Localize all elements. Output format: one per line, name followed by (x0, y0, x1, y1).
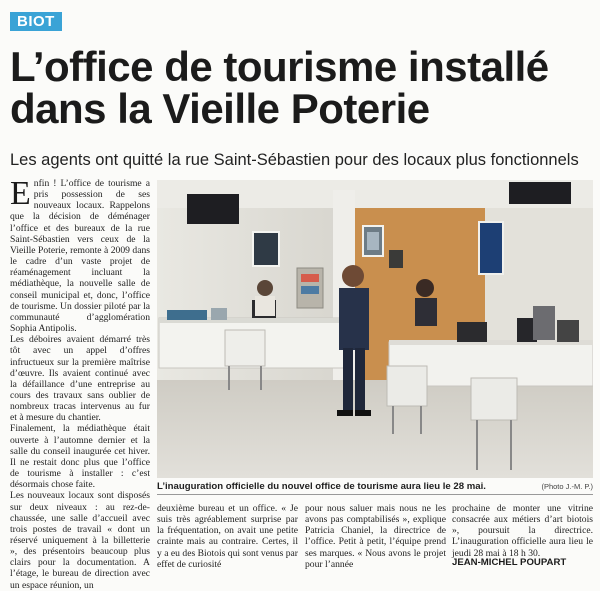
section-tag: BIOT (10, 12, 62, 31)
paragraph-1-text: nfin ! L’office de tourisme a pris possession de ses nouveaux locaux. Rappelons que la décision de déménager l’office et des bureaux de la rue Saint-Sébastien vers ceux de la Vieille Poterie, remonte à 2009 dans le cadre d’un vaste projet de réaménagement incluant la médiathèque, la nouvelle salle de conseil municipal et, donc, l’office de tourisme. Un dossier piloté par la communauté d’agglomération Sophia Antipolis. (10, 178, 150, 335)
byline: JEAN-MICHEL POUPART (452, 557, 567, 568)
photo-credit: (Photo J.-M. P.) (541, 482, 593, 491)
article-photo (157, 180, 593, 478)
article-paragraph-2: Les déboires avaient démarré très tôt avec un appel d’offres infructueux sur la première maîtrise d’œuvre. Ils avaient continué avec la défaillance d’une entreprise au cours des travaux sans oublier de nombreux tracas intervenus au fur et à mesure du chantier. (10, 334, 150, 424)
article-paragraph-4: Les nouveaux locaux sont disposés sur deux niveaux : au rez-de-chaussée, une salle d’accueil avec trois postes de travail « dont un réservé uniquement à la billetterie », des présentoirs beaucoup plus clairs pour la documentation. A l’étage, le bureau de direction avec un espace réunion, un (10, 490, 150, 591)
headline-line-2: dans la Vieille Poterie (10, 85, 430, 132)
office-interior-illustration (157, 180, 593, 478)
deck-subtitle: Les agents ont quitté la rue Saint-Sébastien pour des locaux plus fonctionnels (10, 151, 579, 169)
article-column-2: deuxième bureau et un office. « Je suis très agréablement surprise par la fréquentation, on avait une petite crainte mais au contraire. Certes, il y a eu des Biotois qui sont venus par effet de curiosité (157, 503, 298, 570)
photo-caption: L’inauguration officielle du nouvel office de tourisme aura lieu le 28 mai. (157, 481, 486, 492)
caption-divider (157, 494, 593, 495)
dropcap: E (10, 175, 31, 212)
headline-line-1: L’office de tourisme installé (10, 43, 549, 90)
article-paragraph-3: Finalement, la médiathèque était ouverte à l’automne dernier et la salle du conseil inaugurée cet hiver. Il ne restait donc plus que l’office de tourisme à installer : c’est désormais chose faite. (10, 423, 150, 491)
article-column-4: prochaine de monter une vitrine consacrée aux métiers d’art biotois », poursuit la directrice. L’inauguration officielle aura lieu le jeudi 28 mai à 18 h 30. (452, 503, 593, 559)
article-column-1 (10, 175, 150, 591)
article-column-3: pour nous saluer mais nous ne les avons pas comptabilisés », explique Patricia Chaniel, la directrice de l’office. Petit à petit, l’équipe prend ses marques. « Nous avons le projet pour l’année (305, 503, 446, 570)
article-paragraph-1 (10, 175, 150, 335)
headline (10, 43, 595, 132)
photo-caption-row (157, 481, 593, 493)
